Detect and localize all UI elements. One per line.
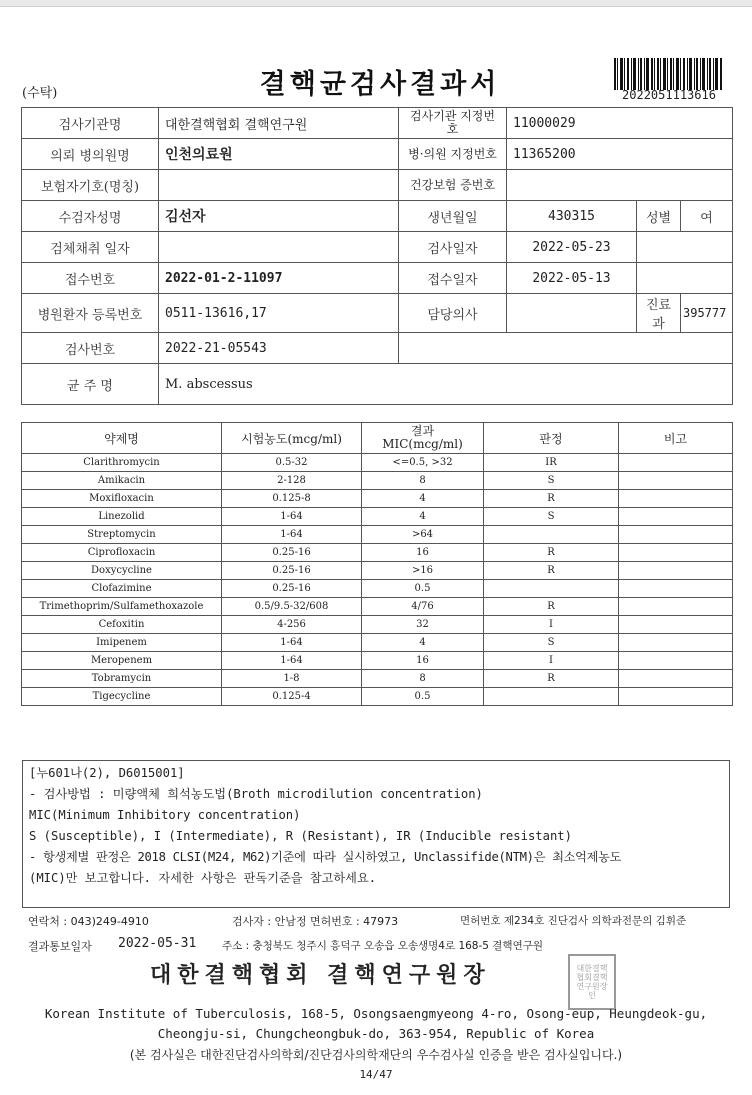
seal-text: 대한결핵협회결핵연구원장인 [576,964,608,1000]
drug-cell-mic: >16 [362,562,484,580]
address-en-line2: Cheongju-si, Chungcheongbuk-do, 363-954, Republic of Korea [157,1026,595,1041]
collect-label: 검체채취 일자 [22,232,159,263]
drug-cell-note [619,508,733,526]
patient-name: 김선자 [159,201,399,232]
dept-label: 진료과 [637,294,681,333]
info-table [21,107,733,405]
tester: 검사자 : 안남정 면허번호 : 47973 [232,915,399,928]
note-line: MIC(Minimum Inhibitory concentration) [29,808,301,822]
drug-cell-mic: 4 [362,490,484,508]
sex-label: 성별 [637,201,681,232]
test-no: 2022-21-05543 [159,333,399,364]
col-header-drug: 약제명 [22,423,222,454]
hosp-code: 11365200 [507,139,733,170]
drug-cell-drug: Clarithromycin [22,454,222,472]
drug-cell-range: 0.125-8 [222,490,362,508]
drug-cell-range: 1-64 [222,508,362,526]
receipt-no-label: 접수번호 [22,263,159,294]
col-header-range: 시험농도(mcg/ml) [222,423,362,454]
drug-cell-result: R [484,598,619,616]
empty-cell [399,333,733,364]
drug-cell-mic: <=0.5, >32 [362,454,484,472]
official-seal [568,954,616,1010]
drug-cell-result [484,688,619,706]
receipt-date-label: 접수일자 [399,263,507,294]
receipt-date: 2022-05-13 [507,263,637,294]
drug-cell-result: S [484,472,619,490]
drug-cell-drug: Amikacin [22,472,222,490]
lab-code-label: 검사기관 지정번호 [399,108,507,139]
drug-row [22,562,733,580]
hospital-name: 인천의료원 [159,139,399,170]
doctor-value [507,294,637,333]
drug-cell-mic: 8 [362,472,484,490]
drug-cell-note [619,616,733,634]
barcode [614,58,722,90]
drug-cell-result: S [484,508,619,526]
drug-cell-note [619,688,733,706]
drug-cell-range: 1-64 [222,634,362,652]
drug-cell-drug: Tigecycline [22,688,222,706]
drug-row [22,688,733,706]
collect-value [159,232,399,263]
col-header-note: 비고 [619,423,733,454]
drug-cell-note [619,598,733,616]
report-date: 2022-05-31 [118,936,197,951]
drug-cell-result: S [484,634,619,652]
drug-cell-note [619,472,733,490]
drug-cell-drug: Meropenem [22,652,222,670]
drug-cell-drug: Tobramycin [22,670,222,688]
patient-label: 수검자성명 [22,201,159,232]
drug-cell-drug: Clofazimine [22,580,222,598]
drug-row [22,670,733,688]
drug-cell-note [619,634,733,652]
test-date-label: 검사일자 [399,232,507,263]
drug-cell-range: 2-128 [222,472,362,490]
dept-value: 395777 [681,294,733,333]
drug-cell-result: R [484,490,619,508]
drug-table-body [22,454,733,706]
top-border [0,0,752,7]
hi-no-label: 건강보험 증번호 [399,170,507,201]
organism-value: M. abscessus [159,364,733,405]
hospital-label: 의뢰 병의원명 [22,139,159,170]
drug-cell-range: 1-64 [222,652,362,670]
drug-cell-range: 1-64 [222,526,362,544]
lab-code: 11000029 [507,108,733,139]
certification-note: (본 검사실은 대한진단검사의학회/진단검사의학재단의 우수검사실 인증을 받은 검사실입니다.) [129,1048,623,1062]
drug-cell-mic: 0.5 [362,580,484,598]
drug-cell-range: 0.5/9.5-32/608 [222,598,362,616]
drug-cell-range: 0.25-16 [222,562,362,580]
reg-no: 0511-13616,17 [159,294,399,333]
drug-cell-result: R [484,670,619,688]
institute-name: 대한결핵협회 결핵연구원장 [150,963,491,988]
drug-row [22,616,733,634]
drug-cell-note [619,580,733,598]
drug-cell-drug: Cefoxitin [22,616,222,634]
drug-row [22,544,733,562]
test-no-label: 검사번호 [22,333,159,364]
page-number: 14/47 [359,1068,393,1081]
drug-cell-note [619,562,733,580]
address-en-line1: Korean Institute of Tuberculosis, 168-5, Osongsaengmyeong 4-ro, Osong-eup, Heungdeok-gu, [44,1006,708,1021]
note-line: (MIC)만 보고합니다. 자세한 사항은 판독기준을 참고하세요. [29,871,377,885]
drug-cell-result: R [484,562,619,580]
document-title: 결핵균검사결과서 [259,69,501,100]
drug-cell-drug: Linezolid [22,508,222,526]
barcode-number: 2022051113616 [622,88,716,102]
drug-row [22,652,733,670]
drug-cell-mic: 8 [362,670,484,688]
contact: 연락처 : 043)249-4910 [28,915,149,928]
drug-cell-mic: 4 [362,508,484,526]
drug-cell-note [619,652,733,670]
doctor-label: 담당의사 [399,294,507,333]
drug-row [22,490,733,508]
insured-value [159,170,399,201]
sex-value: 여 [681,201,733,232]
reg-no-label: 병원환자 등록번호 [22,294,159,333]
drug-cell-result: R [484,544,619,562]
drug-cell-range: 0.25-16 [222,544,362,562]
col-header-mic-line2: MIC(mcg/ml) [382,437,463,451]
lab-name-label: 검사기관명 [22,108,159,139]
lab-name: 대한결핵협회 결핵연구원 [159,108,399,139]
drug-row [22,580,733,598]
drug-cell-range: 4-256 [222,616,362,634]
drug-cell-mic: 4 [362,634,484,652]
subject-label: (수탁) [22,86,58,101]
drug-cell-result [484,580,619,598]
drug-cell-mic: 16 [362,652,484,670]
drug-susceptibility-table [21,422,733,706]
drug-cell-mic: 0.5 [362,688,484,706]
drug-row [22,472,733,490]
col-header-mic [362,423,484,454]
hosp-code-label: 병·의원 지정번호 [399,139,507,170]
note-line: [누601나(2), D6015001] [29,766,185,780]
drug-cell-note [619,670,733,688]
drug-row [22,454,733,472]
drug-cell-result: IR [484,454,619,472]
drug-cell-drug: Imipenem [22,634,222,652]
specialist: 면허번호 제234호 진단검사 의학과전문의 김휘준 [460,915,687,927]
drug-cell-note [619,490,733,508]
drug-cell-mic: >64 [362,526,484,544]
drug-cell-mic: 4/76 [362,598,484,616]
notes-box [22,760,730,908]
drug-cell-drug: Trimethoprim/Sulfamethoxazole [22,598,222,616]
drug-cell-note [619,454,733,472]
note-line: S (Susceptible), I (Intermediate), R (Resistant), IR (Inducible resistant) [29,829,572,843]
report-date-label: 결과통보일자 [28,940,92,953]
note-line: - 검사방법 : 미량액체 희석농도법(Broth microdilution concentration) [29,787,483,801]
drug-cell-mic: 16 [362,544,484,562]
drug-cell-range: 0.125-4 [222,688,362,706]
note-line: - 항생제별 판정은 2018 CLSI(M24, M62)기준에 따라 실시하였고, Unclassifide(NTM)은 최소억제농도 [29,850,622,864]
drug-cell-result: I [484,652,619,670]
empty-cell [637,232,733,263]
col-header-result: 판정 [484,423,619,454]
drug-row [22,634,733,652]
drug-cell-drug: Ciprofloxacin [22,544,222,562]
hi-no-value [507,170,733,201]
drug-cell-result: I [484,616,619,634]
drug-cell-result [484,526,619,544]
drug-cell-drug: Doxycycline [22,562,222,580]
insured-label: 보험자기호(명칭) [22,170,159,201]
empty-cell [637,263,733,294]
drug-cell-range: 0.5-32 [222,454,362,472]
col-header-mic-line1: 결과 [410,424,435,438]
receipt-no: 2022-01-2-11097 [159,263,399,294]
dob-value: 430315 [507,201,637,232]
drug-cell-drug: Moxifloxacin [22,490,222,508]
drug-row [22,526,733,544]
drug-cell-drug: Streptomycin [22,526,222,544]
test-date: 2022-05-23 [507,232,637,263]
dob-label: 생년월일 [399,201,507,232]
drug-cell-note [619,544,733,562]
drug-cell-note [619,526,733,544]
drug-cell-mic: 32 [362,616,484,634]
address-kr: 주소 : 충청북도 청주시 흥덕구 오송읍 오송생명4로 168-5 결핵연구원 [222,940,544,952]
drug-cell-range: 1-8 [222,670,362,688]
drug-row [22,598,733,616]
drug-cell-range: 0.25-16 [222,580,362,598]
drug-row [22,508,733,526]
organism-label: 균 주 명 [22,364,159,405]
